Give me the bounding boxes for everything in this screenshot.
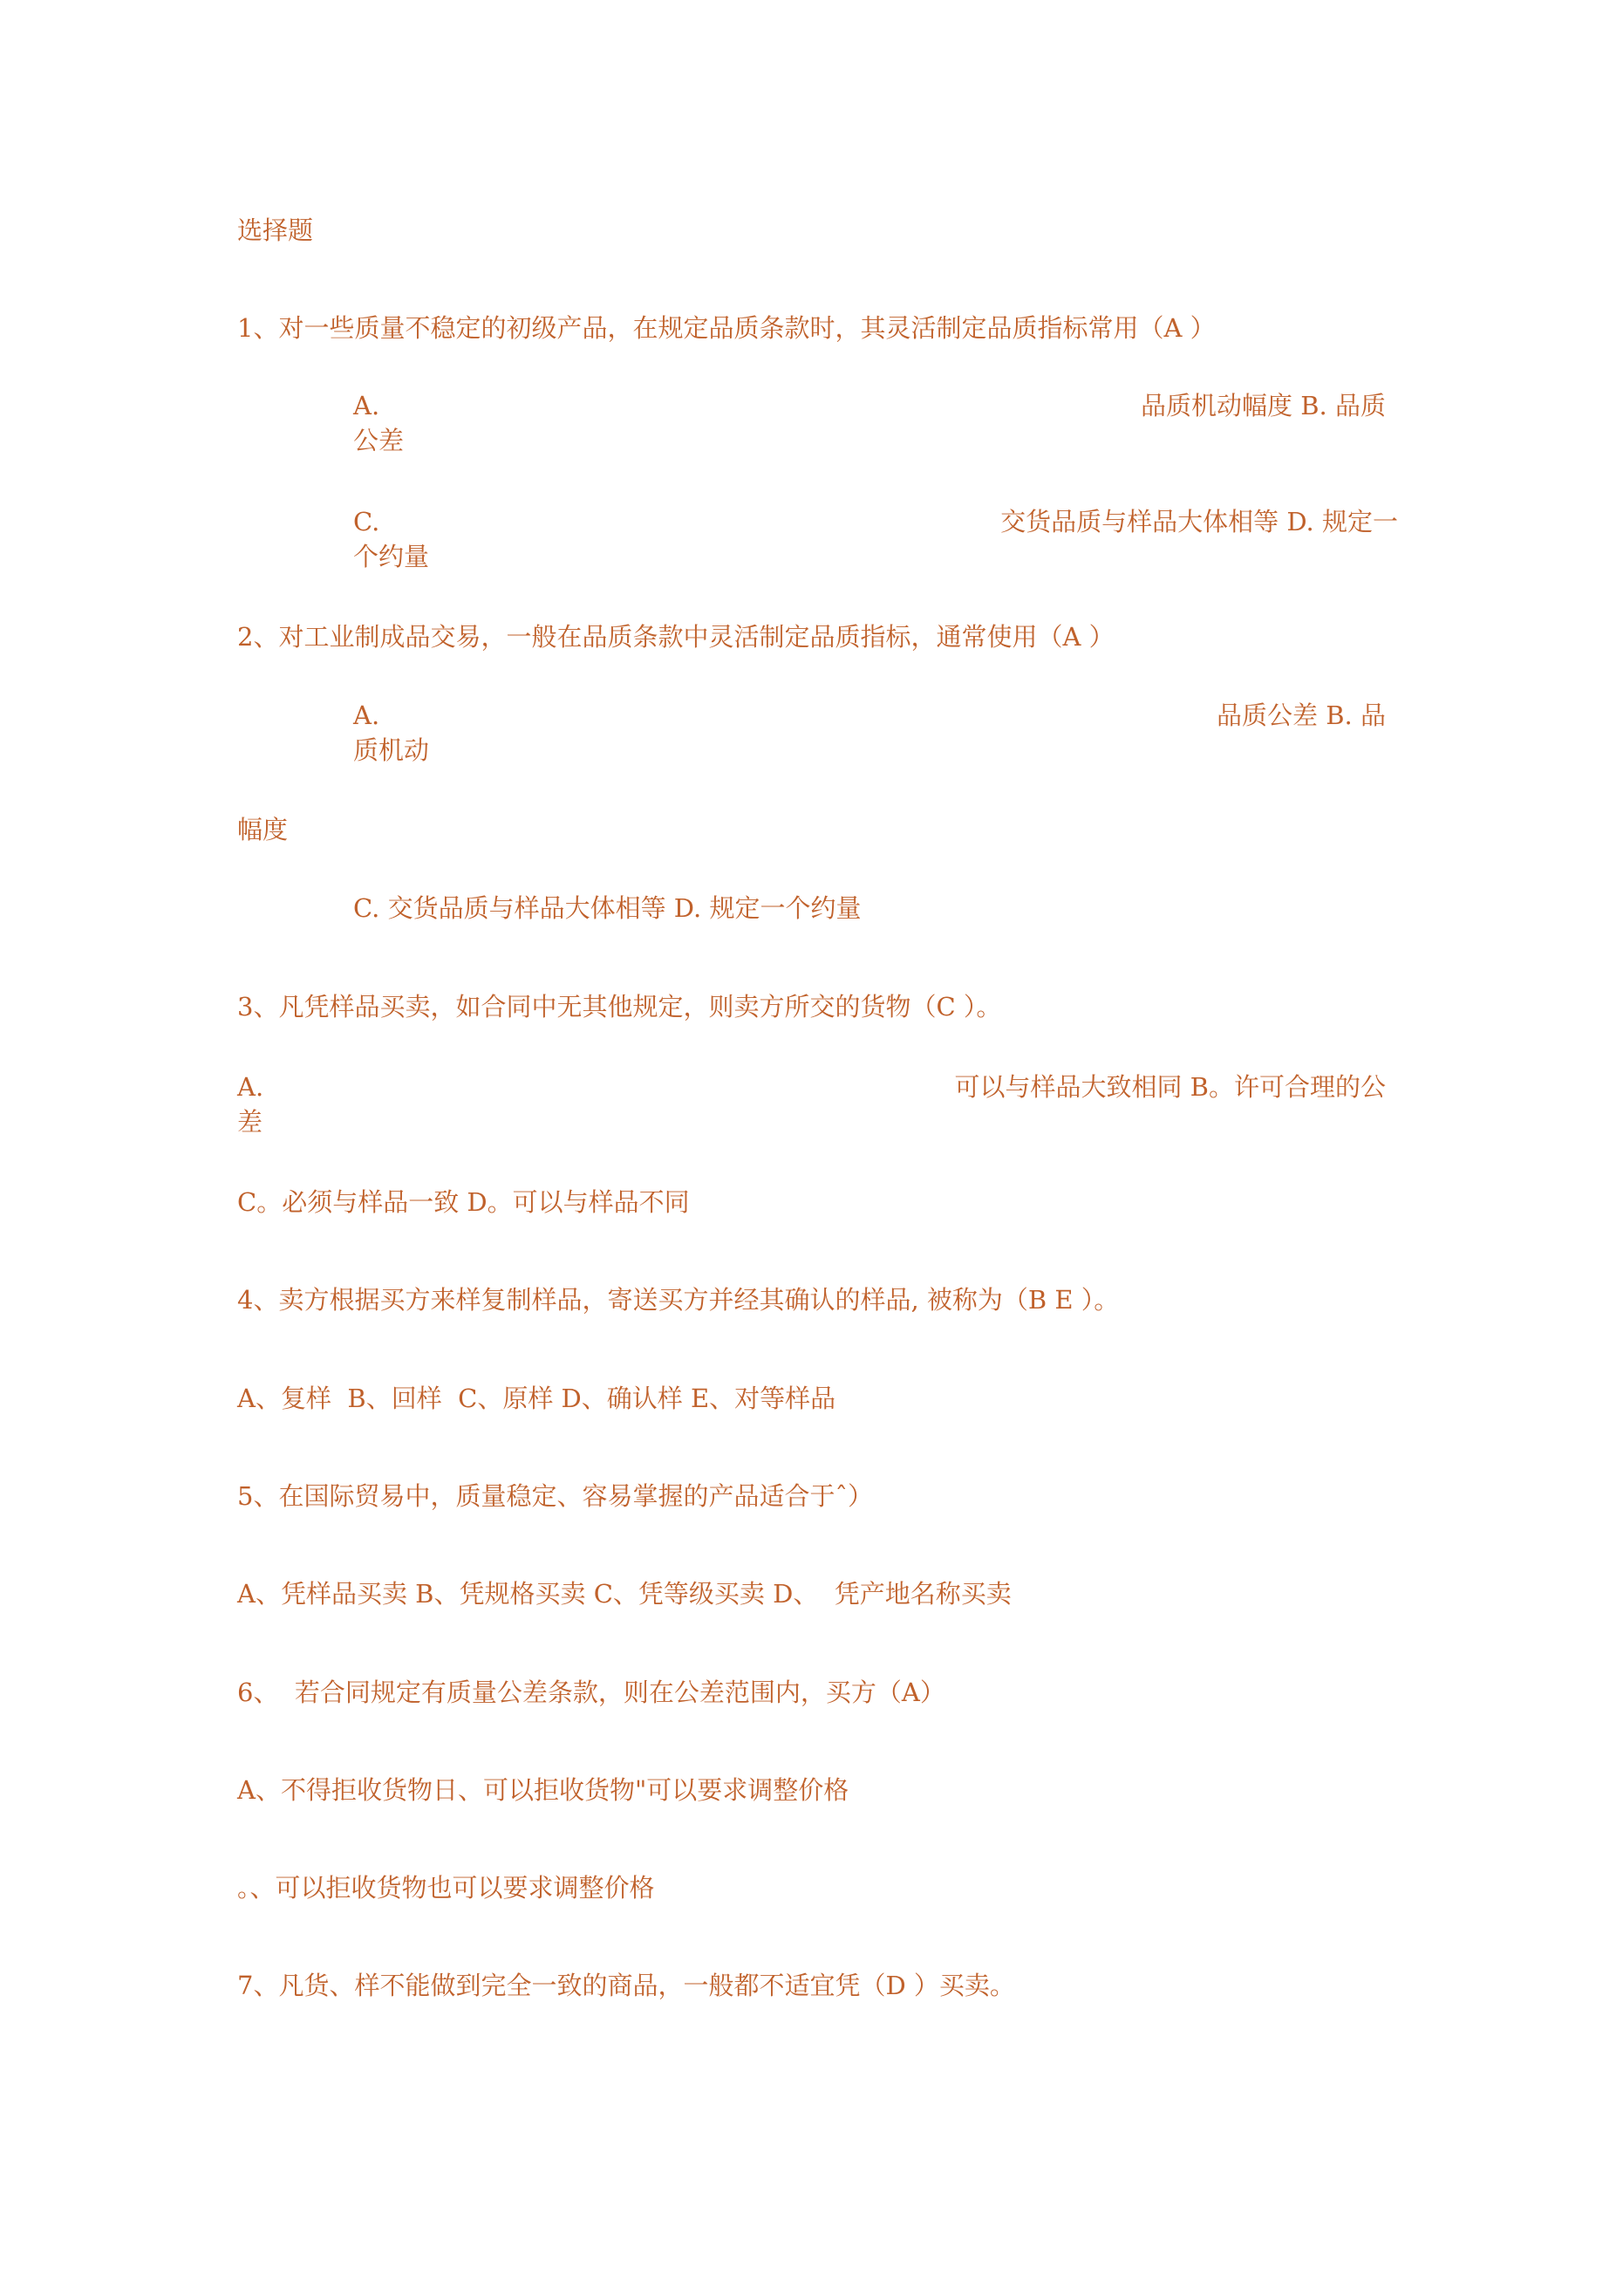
question-1-stem: 1、对一些质量不稳定的初级产品，在规定品质条款时，其灵活制定品质指标常用（A ） [237,313,1216,343]
question-4-stem: 4、卖方根据买方来样复制样品，寄送买方并经其确认的样品, 被称为（B E ）。 [237,1285,1120,1315]
question-1-option-c-text: 交货品质与样品大体相等 D. 规定一 [1000,507,1398,536]
question-2-stem: 2、对工业制成品交易，一般在品质条款中灵活制定品质指标，通常使用（A ） [237,622,1115,652]
question-1-option-a-text: 品质机动幅度 B. 品质 [1141,391,1386,420]
question-6-options-cont: 。、可以拒收货物也可以要求调整价格 [237,1873,655,1903]
question-2-option-c: C. 交货品质与样品大体相等 D. 规定一个约量 [353,893,862,923]
question-6-stem: 6、 若合同规定有质量公差条款，则在公差范围内，买方（A） [237,1678,945,1707]
question-3-stem: 3、凡凭样品买卖，如合同中无其他规定，则卖方所交的货物（C ）。 [237,992,1002,1022]
question-1-option-c-cont: 个约量 [353,542,430,571]
question-1-option-a-cont: 公差 [353,426,405,455]
question-3-option-a-cont: 差 [237,1107,263,1137]
question-2-option-a-text: 品质公差 B. 品 [1217,700,1386,730]
question-2-option-a-cont: 质机动 [353,735,430,765]
question-6-options: A、不得拒收货物日、可以拒收货物"可以要求调整价格 [237,1775,849,1805]
question-3-option-a-text: 可以与样品大致相同 B。许可合理的公 [954,1072,1386,1102]
question-1-option-c-label: C. [353,507,380,536]
question-2-option-a-cont2: 幅度 [237,815,289,844]
question-3-option-a-label: A. [237,1072,264,1102]
question-4-options: A、复样 B、回样 C、原样 D、确认样 E、对等样品 [237,1384,836,1413]
question-7-stem: 7、凡货、样不能做到完全一致的商品，一般都不适宜凭（D ）买卖。 [237,1971,1015,2000]
question-5-options: A、凭样品买卖 B、凭规格买卖 C、凭等级买卖 D、 凭产地名称买卖 [237,1579,1012,1609]
question-1-option-a-label: A. [353,391,380,420]
question-2-option-a-label: A. [353,700,380,730]
question-5-stem: 5、在国际贸易中，质量稳定、容易掌握的产品适合于ˆ） [237,1481,873,1511]
section-title: 选择题 [237,215,314,245]
question-3-option-c: C。必须与样品一致 D。可以与样品不同 [237,1187,690,1217]
